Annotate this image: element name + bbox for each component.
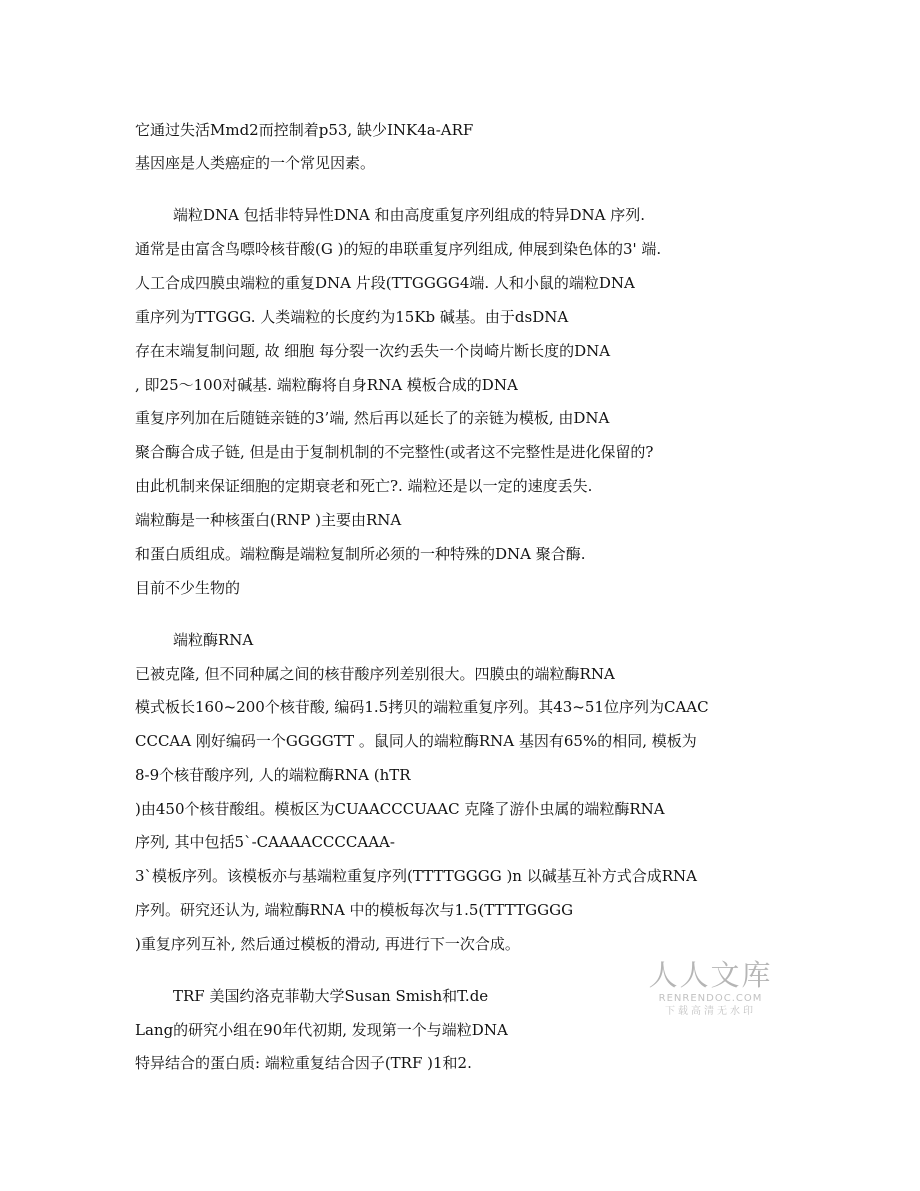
- text-line: 由此机制来保证细胞的定期衰老和死亡?. 端粒还是以一定的速度丢失.: [135, 477, 593, 495]
- text-line: 目前不少生物的: [135, 579, 241, 597]
- paragraph-first-line: 端粒DNA 包括非特异性DNA 和由高度重复序列组成的特异DNA 序列.: [173, 206, 646, 224]
- text-line: 聚合酶合成子链, 但是由于复制机制的不完整性(或者这不完整性是进化保留的?: [135, 443, 654, 461]
- text-line: 和蛋白质组成。端粒酶是端粒复制所必须的一种特殊的DNA 聚合酶.: [135, 545, 586, 563]
- text-line: , 即25～100对碱基. 端粒酶将自身RNA 模板合成的DNA: [135, 376, 518, 394]
- text-line: 重复序列加在后随链亲链的3’端, 然后再以延长了的亲链为模板, 由DNA: [135, 409, 610, 427]
- text-line: 3`模板序列。该模板亦与基端粒重复序列(TTTTGGGG )n 以碱基互补方式合成RNA: [135, 867, 697, 885]
- watermark-url: RENRENDOC.COM: [658, 993, 763, 1004]
- text-line: )由450个核苷酸组。模板区为CUAACCCUAAC 克隆了游仆虫属的端粒酶RNA: [135, 800, 665, 818]
- text-line: 特异结合的蛋白质: 端粒重复结合因子(TRF )1和2.: [135, 1054, 472, 1072]
- text-line: 序列, 其中包括5`-CAAAACCCCAAA-: [135, 833, 395, 851]
- text-line: 已被克隆, 但不同种属之间的核苷酸序列差别很大。四膜虫的端粒酶RNA: [135, 665, 615, 683]
- watermark-subtitle: 下载高清无水印: [665, 1006, 756, 1017]
- text-line: 模式板长160~200个核苷酸, 编码1.5拷贝的端粒重复序列。其43~51位序列为CAAC: [135, 698, 709, 716]
- text-line: 通常是由富含鸟嘌呤核苷酸(G )的短的串联重复序列组成, 伸展到染色体的3' 端.: [135, 240, 662, 258]
- text-line: 8-9个核苷酸序列, 人的端粒酶RNA (hTR: [135, 766, 411, 784]
- text-line: )重复序列互补, 然后通过模板的滑动, 再进行下一次合成。: [135, 935, 520, 953]
- paragraph-first-line: 端粒酶RNA: [173, 631, 254, 649]
- text-line: 存在末端复制问题, 故 细胞 每分裂一次约丢失一个岗崎片断长度的DNA: [135, 342, 611, 360]
- text-line: 人工合成四膜虫端粒的重复DNA 片段(TTGGGG4端. 人和小鼠的端粒DNA: [135, 274, 635, 292]
- text-line: 它通过失活Mmd2而控制着p53, 缺少INK4a-ARF: [135, 121, 474, 139]
- text-line: 基因座是人类癌症的一个常见因素。: [135, 154, 376, 172]
- text-line: 序列。研究还认为, 端粒酶RNA 中的模板每次与1.5(TTTTGGGG: [135, 901, 574, 919]
- paragraph-first-line: TRF 美国约洛克菲勒大学Susan Smish和T.de: [173, 987, 489, 1005]
- watermark-title: 人人文库: [648, 958, 773, 992]
- text-line: CCCAA 刚好编码一个GGGGTT 。鼠同人的端粒酶RNA 基因有65%的相同, 模板为: [135, 732, 697, 750]
- text-line: 端粒酶是一种核蛋白(RNP )主要由RNA: [135, 511, 402, 529]
- watermark: [648, 958, 773, 1018]
- text-line: Lang的研究小组在90年代初期, 发现第一个与端粒DNA: [135, 1021, 508, 1039]
- text-line: 重序列为TTGGG. 人类端粒的长度约为15Kb 碱基。由于dsDNA: [135, 308, 569, 326]
